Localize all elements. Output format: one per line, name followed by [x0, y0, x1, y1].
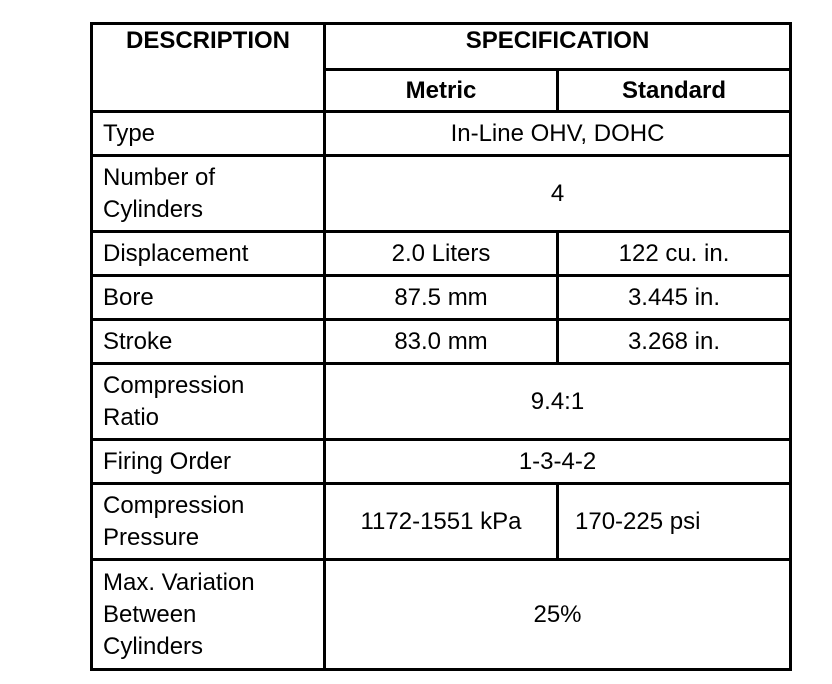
row-value: 25%: [325, 560, 791, 670]
row-description: Max. Variation Between Cylinders: [92, 560, 325, 670]
row-metric-value: 2.0 Liters: [325, 232, 558, 276]
table-row-max-variation: [92, 560, 791, 670]
row-standard-value: 3.445 in.: [558, 276, 791, 320]
table-row-displacement: [92, 232, 791, 276]
row-description: Compression Pressure: [92, 484, 325, 560]
table-row-compression-ratio: [92, 364, 791, 440]
specification-header: SPECIFICATION: [325, 24, 791, 70]
table-row-cylinders: [92, 156, 791, 232]
engine-spec-table: [90, 22, 792, 671]
header-row-1: [92, 24, 791, 70]
table-row-compression-pressure: [92, 484, 791, 560]
row-metric-value: 83.0 mm: [325, 320, 558, 364]
table-row-bore: [92, 276, 791, 320]
row-description: Number of Cylinders: [92, 156, 325, 232]
table-row-stroke: [92, 320, 791, 364]
row-metric-value: 1172-1551 kPa: [325, 484, 558, 560]
standard-header: Standard: [558, 70, 791, 112]
metric-header: Metric: [325, 70, 558, 112]
row-standard-value: 122 cu. in.: [558, 232, 791, 276]
row-description: Bore: [92, 276, 325, 320]
row-value: 1-3-4-2: [325, 440, 791, 484]
row-description: Displacement: [92, 232, 325, 276]
row-value: 9.4:1: [325, 364, 791, 440]
table-row-type: [92, 112, 791, 156]
row-value: In-Line OHV, DOHC: [325, 112, 791, 156]
row-description: Stroke: [92, 320, 325, 364]
row-description: Type: [92, 112, 325, 156]
description-header: DESCRIPTION: [92, 24, 325, 112]
row-standard-value: 170-225 psi: [558, 484, 791, 560]
row-standard-value: 3.268 in.: [558, 320, 791, 364]
row-metric-value: 87.5 mm: [325, 276, 558, 320]
table-row-firing-order: [92, 440, 791, 484]
row-value: 4: [325, 156, 791, 232]
row-description: Compression Ratio: [92, 364, 325, 440]
row-description: Firing Order: [92, 440, 325, 484]
